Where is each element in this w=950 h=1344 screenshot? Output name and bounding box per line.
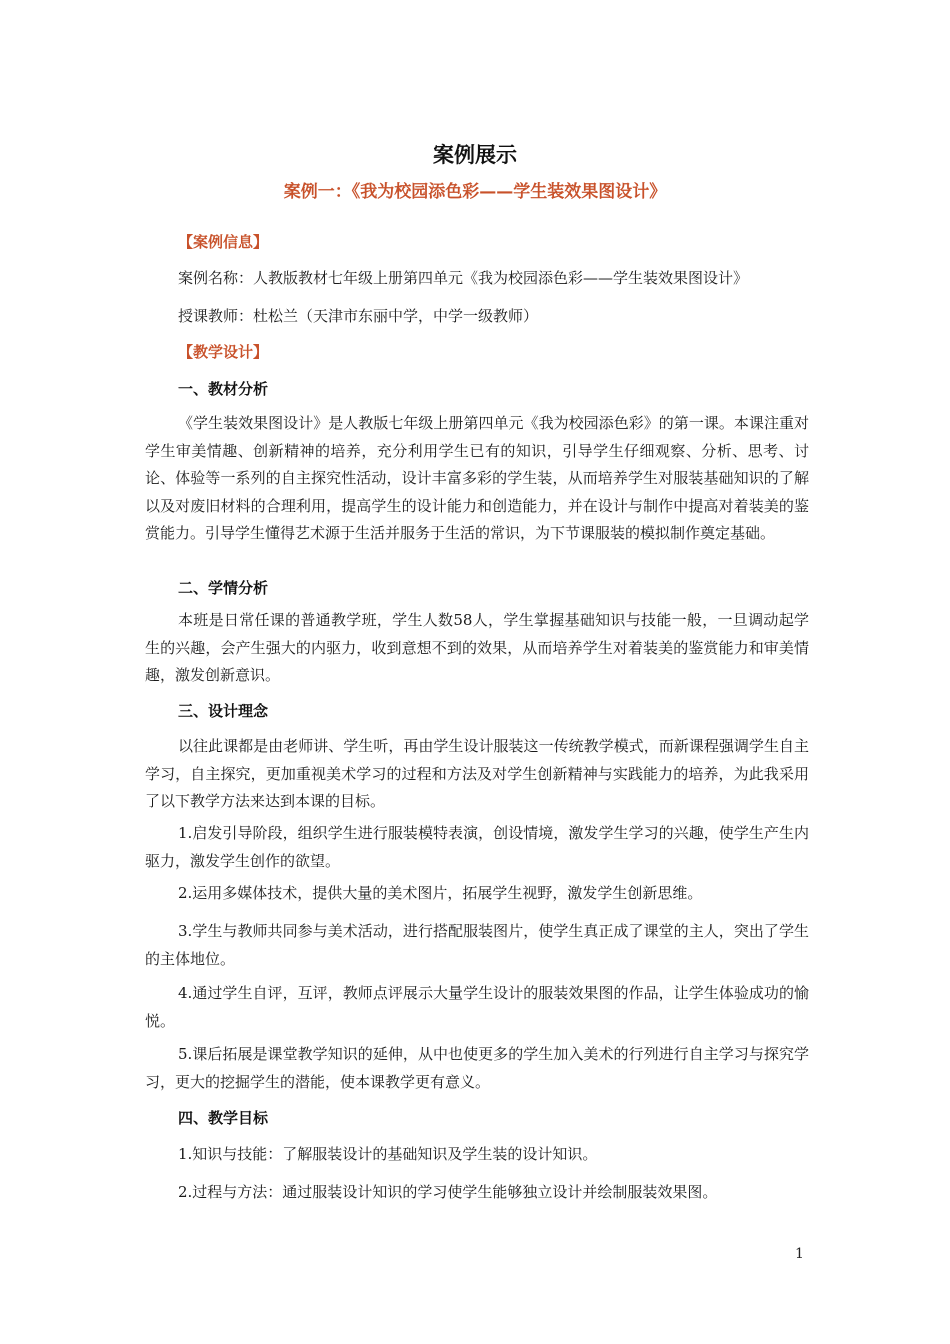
paragraph-material-analysis: 《学生装效果图设计》是人教版七年级上册第四单元《我为校园添色彩》的第一课。本课注重对学生审美情趣、创新精神的培养，充分利用学生已有的知识，引导学生仔细观察、分析、思考、讨论、体验等一系列的自主探究性活动，设计丰富多彩的学生装，从而培养学生对服装基础知识的了解以及对废旧材料的合理利用，提高学生的设计能力和创造能力，并在设计与制作中提高对着装美的鉴赏能力。引导学生懂得艺术源于生活并服务于生活的常识，为下节课服装的模拟制作奠定基础。	[145, 414, 809, 542]
goal-knowledge-skills: 1.知识与技能：了解服装设计的基础知识及学生装的设计知识。	[178, 1145, 598, 1163]
goal-process-methods: 2.过程与方法：通过服装设计知识的学习使学生能够独立设计并绘制服装效果图。	[178, 1183, 718, 1201]
heading-design-concept: 三、设计理念	[178, 702, 269, 720]
paragraph-design-concept: 以往此课都是由老师讲、学生听，再由学生设计服装这一传统教学模式，而新课程强调学生自主学习，自主探究，更加重视美术学习的过程和方法及对学生创新精神与实践能力的培养，为此我采用了以下教学方法来达到本课的目标。	[145, 737, 809, 810]
page-number: 1	[795, 1246, 804, 1262]
section-teaching-design: 【教学设计】	[178, 343, 269, 361]
section-case-info: 【案例信息】	[178, 233, 269, 251]
case-subtitle: 案例一：《我为校园添色彩——学生装效果图设计》	[283, 182, 667, 202]
list-item-method-3: 3.学生与教师共同参与美术活动，进行搭配服装图片，使学生真正成了课堂的主人，突出了学生的主体地位。	[145, 922, 809, 968]
heading-material-analysis: 一、教材分析	[178, 380, 269, 398]
list-item-method-2: 2.运用多媒体技术，提供大量的美术图片，拓展学生视野，激发学生创新思维。	[178, 884, 703, 902]
page-title: 案例展示	[433, 143, 517, 167]
heading-student-analysis: 二、学情分析	[178, 579, 269, 597]
heading-teaching-goals: 四、教学目标	[178, 1109, 269, 1127]
list-item-method-4: 4.通过学生自评，互评，教师点评展示大量学生设计的服装效果图的作品，让学生体验成功的愉悦。	[145, 984, 809, 1030]
teacher-line: 授课教师：杜松兰（天津市东丽中学，中学一级教师）	[178, 307, 539, 325]
list-item-method-1: 1.启发引导阶段，组织学生进行服装模特表演，创设情境，激发学生学习的兴趣，使学生产生内驱力，激发学生创作的欲望。	[145, 824, 809, 870]
list-item-method-5: 5.课后拓展是课堂教学知识的延伸，从中也使更多的学生加入美术的行列进行自主学习与探究学习，更大的挖掘学生的潜能，使本课教学更有意义。	[145, 1045, 809, 1091]
paragraph-student-analysis: 本班是日常任课的普通教学班，学生人数58人，学生掌握基础知识与技能一般，一旦调动起学生的兴趣，会产生强大的内驱力，收到意想不到的效果，从而培养学生对着装美的鉴赏能力和审美情趣，激发创新意识。	[145, 611, 809, 684]
case-name-line: 案例名称：人教版教材七年级上册第四单元《我为校园添色彩——学生装效果图设计》	[178, 269, 749, 287]
